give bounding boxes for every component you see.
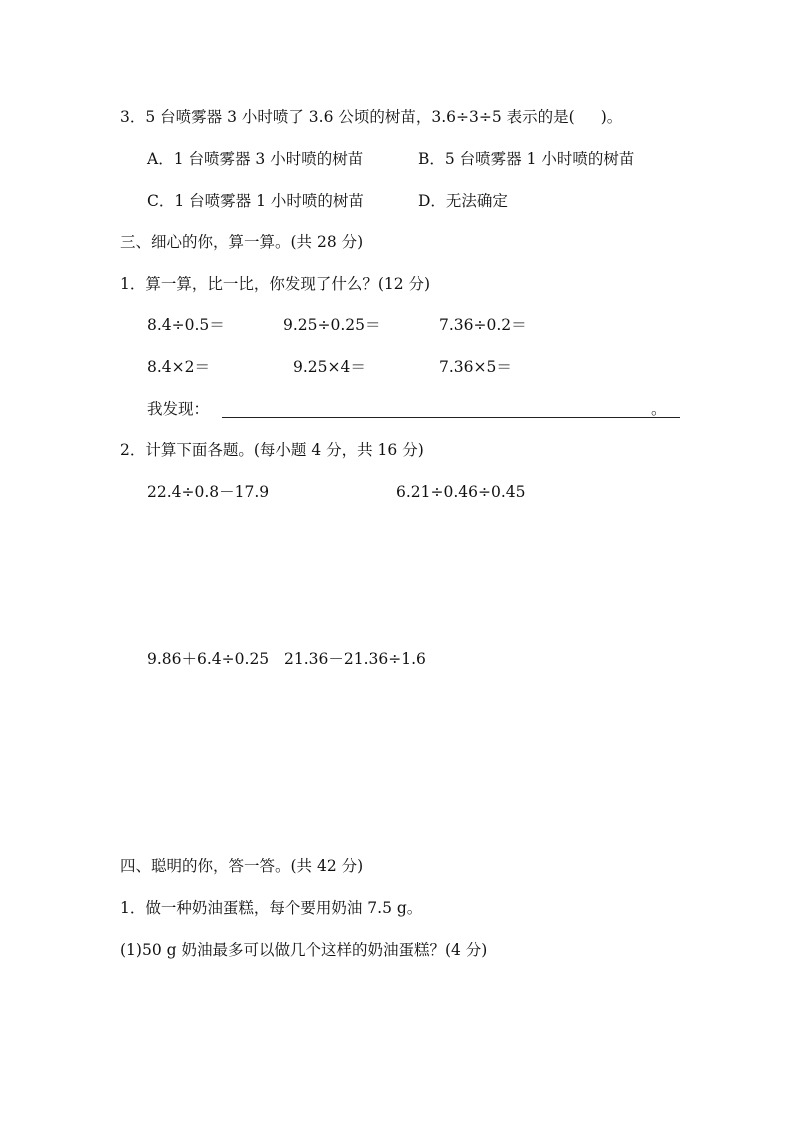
- section-3-heading: 三、细心的你，算一算。(共 28 分): [120, 233, 364, 251]
- found-end: 。: [651, 400, 667, 418]
- calc-expression: 9.25×4＝: [293, 358, 366, 376]
- calc-problem: 21.36－21.36÷1.6: [284, 650, 426, 668]
- calc-problem: 22.4÷0.8－17.9: [147, 483, 270, 501]
- sub-question-1: (1)50 g 奶油最多可以做几个这样的奶油蛋糕？(4 分): [120, 941, 488, 959]
- section-4-heading: 四、聪明的你，答一答。(共 42 分): [120, 857, 364, 875]
- calc-problem: 9.86＋6.4÷0.25: [147, 650, 270, 668]
- option-d: D．无法确定: [418, 192, 508, 210]
- question-3-stem-text: 3．5 台喷雾器 3 小时喷了 3.6 公顷的树苗，3.6÷3÷5 表示的是(: [120, 108, 575, 126]
- calc-expression: 7.36×5＝: [439, 358, 512, 376]
- found-label: 我发现：: [147, 400, 210, 418]
- calc-problem: 6.21÷0.46÷0.45: [396, 483, 526, 501]
- problem-1-title: 1．算一算，比一比，你发现了什么？(12 分): [120, 275, 431, 293]
- calc-expression: 8.4÷0.5＝: [147, 316, 225, 334]
- question-3-stem: [120, 106, 622, 128]
- option-b: B．5 台喷雾器 1 小时喷的树苗: [418, 150, 635, 168]
- calc-expression: 8.4×2＝: [147, 358, 210, 376]
- calc-expression: 9.25÷0.25＝: [283, 316, 381, 334]
- found-answer-line[interactable]: [222, 417, 680, 418]
- question-3-stem-end: )。: [600, 108, 623, 126]
- calc-expression: 7.36÷0.2＝: [439, 316, 527, 334]
- option-a: A．1 台喷雾器 3 小时喷的树苗: [147, 150, 364, 168]
- option-c: C．1 台喷雾器 1 小时喷的树苗: [147, 192, 364, 210]
- problem-1-title: 1．做一种奶油蛋糕，每个要用奶油 7.5 g。: [120, 899, 423, 917]
- problem-2-title: 2．计算下面各题。(每小题 4 分，共 16 分): [120, 441, 424, 459]
